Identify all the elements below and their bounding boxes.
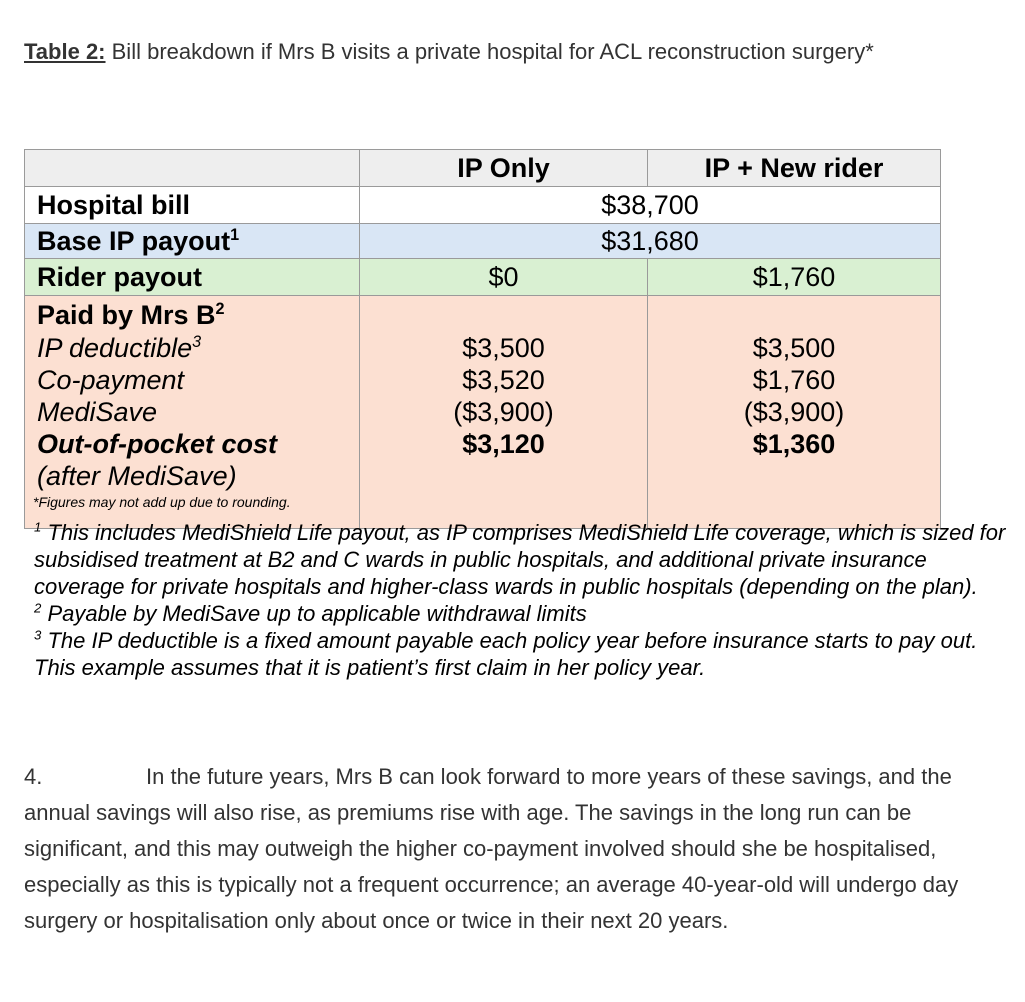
deductible-label: IP deductible bbox=[37, 333, 193, 363]
table-header-row bbox=[25, 150, 941, 187]
paid-title bbox=[37, 296, 359, 332]
ip-rider-oop: $1,360 bbox=[752, 429, 836, 459]
oop-label: Out-of-pocket cost bbox=[37, 429, 277, 459]
rounding-note: *Figures may not add up due to rounding. bbox=[33, 494, 291, 510]
after-medisave-label: (after MediSave) bbox=[37, 461, 237, 491]
footnote-1 bbox=[34, 519, 1014, 600]
footnote-2-marker: 2 bbox=[34, 600, 42, 616]
footnote-3 bbox=[34, 627, 1014, 681]
ip-only-copay: $3,520 bbox=[462, 365, 545, 395]
footnote-1-text: This includes MediShield Life payout, as IP comprises MediShield Life coverage, which is sized for subsidised treatment at B2 and C wards in public hospitals, and additional private insurance coverage for private hospitals and higher-class wards in public hospitals (depending on the plan). bbox=[34, 520, 1006, 599]
paid-label: Paid by Mrs B bbox=[37, 300, 216, 330]
table-caption bbox=[24, 34, 984, 70]
copay-label: Co-payment bbox=[37, 365, 185, 395]
paid-ip-rider-values bbox=[648, 296, 941, 529]
table-row-base-ip bbox=[25, 224, 941, 259]
paid-ip-only-values bbox=[360, 296, 648, 529]
table-row-rider bbox=[25, 259, 941, 296]
rider-ip-only-value: $0 bbox=[360, 259, 648, 296]
hospital-bill-label: Hospital bill bbox=[25, 187, 360, 224]
deductible-label-line bbox=[37, 332, 359, 364]
paragraph-number: 4. bbox=[24, 764, 43, 789]
header-ip-only: IP Only bbox=[360, 150, 648, 187]
ip-rider-copay: $1,760 bbox=[752, 365, 836, 395]
bill-breakdown-table bbox=[24, 149, 941, 529]
base-ip-label-cell bbox=[25, 224, 360, 259]
rider-label: Rider payout bbox=[25, 259, 360, 296]
base-ip-value: $31,680 bbox=[360, 224, 941, 259]
base-ip-footnote-ref: 1 bbox=[230, 225, 240, 244]
base-ip-label: Base IP payout bbox=[37, 225, 231, 256]
footnote-1-marker: 1 bbox=[34, 519, 42, 535]
hospital-bill-value: $38,700 bbox=[360, 187, 941, 224]
table-footnotes bbox=[33, 494, 1014, 681]
paid-footnote-ref: 2 bbox=[215, 300, 225, 318]
ip-rider-medisave: ($3,900) bbox=[743, 397, 845, 427]
ip-rider-deductible: $3,500 bbox=[752, 333, 836, 363]
ip-only-oop: $3,120 bbox=[462, 429, 545, 459]
deductible-footnote-ref: 3 bbox=[192, 333, 202, 351]
paragraph-text: In the future years, Mrs B can look forward to more years of these savings, and the annual savings will also rise, as premiums rise with age. The savings in the long run can be significant, and this may outweigh the higher co-payment involved should she be hospitalised, especially as this is typically not a frequent occurrence; an average 40-year-old will undergo day surgery or hospitalisation only about once or twice in their next 20 years. bbox=[24, 764, 959, 933]
medisave-label: MediSave bbox=[37, 397, 158, 427]
footnote-3-text: The IP deductible is a fixed amount payable each policy year before insurance starts to pay out. This example assumes that it is patient’s first claim in her policy year. bbox=[34, 628, 978, 680]
footnote-2-text: Payable by MediSave up to applicable withdrawal limits bbox=[47, 601, 587, 626]
ip-only-medisave: ($3,900) bbox=[453, 397, 554, 427]
header-blank-cell bbox=[25, 150, 360, 187]
caption-lead: Table 2: bbox=[24, 39, 106, 64]
rider-ip-rider-value: $1,760 bbox=[648, 259, 941, 296]
caption-text: Bill breakdown if Mrs B visits a private hospital for ACL reconstruction surgery* bbox=[105, 39, 874, 64]
ip-only-deductible: $3,500 bbox=[462, 333, 545, 363]
header-ip-new-rider: IP + New rider bbox=[648, 150, 941, 187]
table-row-hospital-bill bbox=[25, 187, 941, 224]
paragraph-4 bbox=[24, 759, 1014, 939]
footnote-3-marker: 3 bbox=[34, 627, 42, 643]
footnote-2 bbox=[34, 600, 1014, 627]
